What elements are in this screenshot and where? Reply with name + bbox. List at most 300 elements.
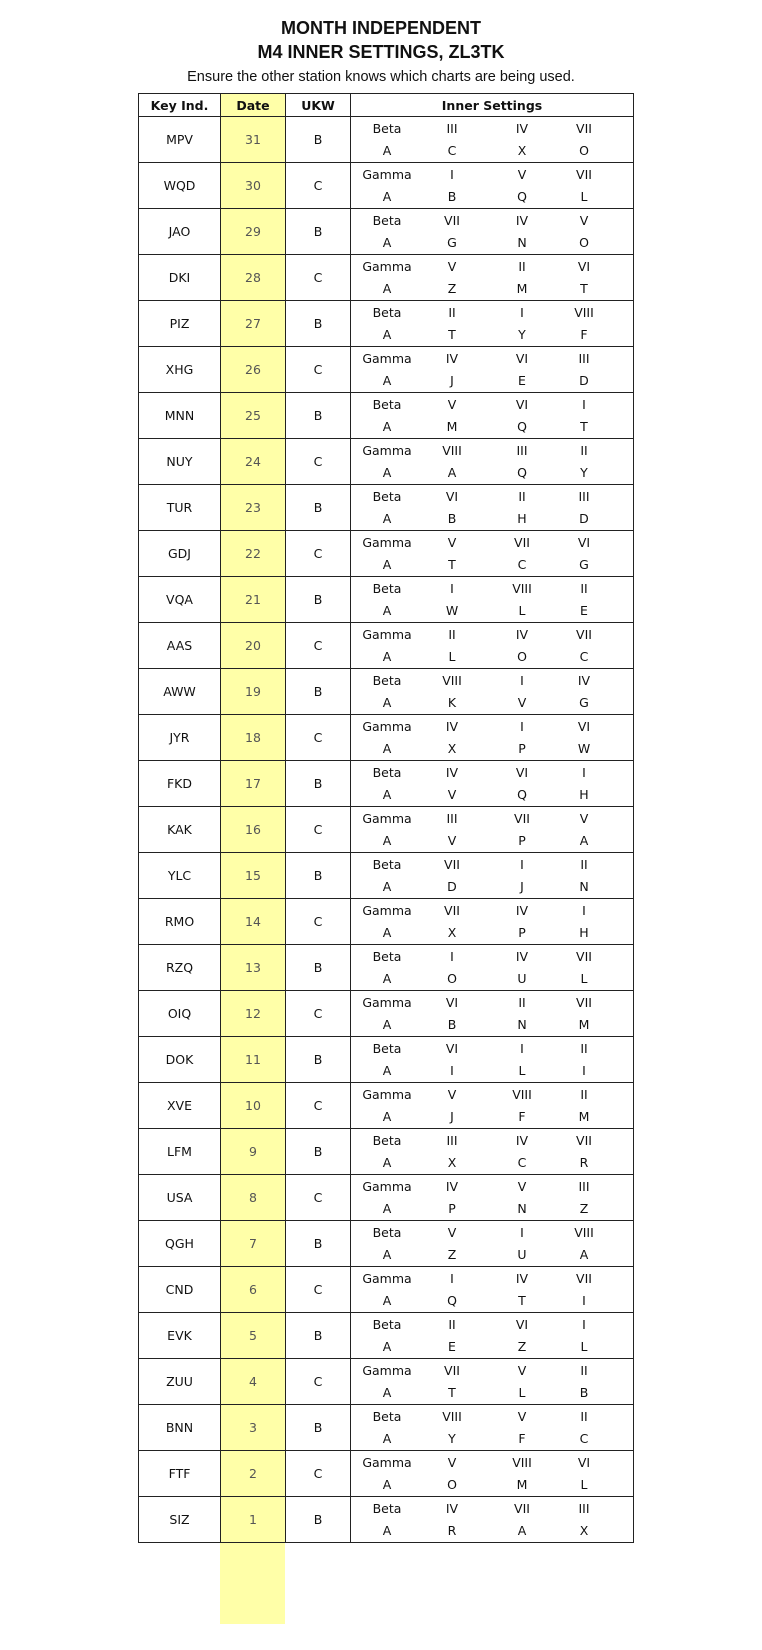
ring-setting-value: I — [450, 1062, 454, 1078]
rotor-setting-value: IV — [515, 120, 529, 136]
rotor-setting-value: Beta — [372, 580, 402, 596]
settings-sheet — [138, 93, 633, 1624]
rotor-setting-value: III — [446, 1132, 458, 1148]
date-cell: 13 — [221, 945, 286, 991]
ring-setting-value: A — [382, 1522, 392, 1538]
ring-setting-value: A — [382, 1062, 392, 1078]
key-indicator-cell: OIQ — [139, 991, 221, 1037]
table-row — [139, 1313, 634, 1359]
ring-setting-value: V — [447, 832, 457, 848]
rotor-setting-value: V — [517, 166, 527, 182]
rotor-setting-value: VI — [577, 534, 591, 550]
rotor-setting-value: II — [580, 1040, 588, 1056]
ring-setting-value: Q — [517, 418, 527, 434]
inner-settings-cell — [351, 761, 634, 807]
date-cell: 3 — [221, 1405, 286, 1451]
date-cell: 25 — [221, 393, 286, 439]
rotor-setting-value: I — [520, 672, 524, 688]
rotor-setting-value: VI — [577, 718, 591, 734]
table-row — [139, 899, 634, 945]
inner-settings-cell — [351, 1175, 634, 1221]
inner-settings-cell — [351, 623, 634, 669]
ring-setting-value: O — [579, 142, 589, 158]
ring-setting-value: A — [382, 1016, 392, 1032]
ring-setting-value: C — [517, 1154, 527, 1170]
rotor-setting-value: VIII — [574, 1224, 594, 1240]
inner-settings-grid — [351, 1130, 633, 1174]
rotor-setting-value: I — [520, 1040, 524, 1056]
key-indicator-cell: USA — [139, 1175, 221, 1221]
date-cell: 14 — [221, 899, 286, 945]
inner-settings-grid — [351, 256, 633, 300]
rotor-setting-value: Gamma — [362, 810, 412, 826]
ring-setting-value: A — [382, 1338, 392, 1354]
rotor-setting-value: I — [520, 856, 524, 872]
rotor-setting-value: VI — [577, 258, 591, 274]
rotor-setting-value: IV — [515, 1132, 529, 1148]
ring-setting-value: L — [580, 1476, 588, 1492]
ukw-cell: B — [286, 209, 351, 255]
rotor-setting-value: VII — [576, 120, 592, 136]
date-cell: 23 — [221, 485, 286, 531]
ring-setting-value: F — [518, 1430, 526, 1446]
ring-setting-value: T — [448, 1384, 456, 1400]
inner-settings-cell — [351, 209, 634, 255]
inner-settings-grid — [351, 946, 633, 990]
rotor-setting-value: II — [448, 626, 456, 642]
table-body — [139, 117, 634, 1543]
rotor-setting-value: II — [518, 258, 526, 274]
key-indicator-cell: GDJ — [139, 531, 221, 577]
inner-settings-grid — [351, 210, 633, 254]
ring-setting-value: T — [518, 1292, 526, 1308]
rotor-setting-value: I — [582, 764, 586, 780]
ring-setting-value: G — [579, 694, 589, 710]
rotor-setting-value: IV — [445, 718, 459, 734]
key-indicator-cell: XHG — [139, 347, 221, 393]
rotor-setting-value: II — [448, 1316, 456, 1332]
rotor-setting-value: V — [447, 1086, 457, 1102]
rotor-setting-value: I — [582, 1316, 586, 1332]
table-header-row — [139, 94, 634, 117]
rotor-setting-value: II — [580, 1362, 588, 1378]
inner-settings-grid — [351, 1314, 633, 1358]
rotor-setting-value: III — [446, 810, 458, 826]
ring-setting-value: K — [447, 694, 457, 710]
ring-setting-value: U — [517, 970, 527, 986]
ring-setting-value: A — [382, 142, 392, 158]
inner-settings-cell — [351, 393, 634, 439]
inner-settings-cell — [351, 1359, 634, 1405]
ring-setting-value: O — [447, 1476, 457, 1492]
table-row — [139, 255, 634, 301]
key-indicator-cell: QGH — [139, 1221, 221, 1267]
ring-setting-value: M — [446, 418, 458, 434]
ukw-cell: C — [286, 1267, 351, 1313]
key-indicator-cell: YLC — [139, 853, 221, 899]
date-cell: 22 — [221, 531, 286, 577]
rotor-setting-value: Gamma — [362, 626, 412, 642]
rotor-setting-value: VII — [444, 856, 460, 872]
inner-settings-grid — [351, 1222, 633, 1266]
date-cell: 16 — [221, 807, 286, 853]
inner-settings-grid — [351, 762, 633, 806]
ukw-cell: B — [286, 1313, 351, 1359]
rotor-setting-value: IV — [445, 764, 459, 780]
inner-settings-cell — [351, 577, 634, 623]
date-cell: 8 — [221, 1175, 286, 1221]
table-row — [139, 807, 634, 853]
ukw-cell: C — [286, 1175, 351, 1221]
settings-table — [138, 93, 634, 1543]
rotor-setting-value: V — [447, 396, 457, 412]
table-row — [139, 1497, 634, 1543]
table-row — [139, 715, 634, 761]
rotor-setting-value: VIII — [512, 1086, 532, 1102]
inner-settings-grid — [351, 1084, 633, 1128]
ukw-cell: B — [286, 669, 351, 715]
key-indicator-cell: AWW — [139, 669, 221, 715]
table-row — [139, 393, 634, 439]
rotor-setting-value: Beta — [372, 396, 402, 412]
ukw-cell: C — [286, 991, 351, 1037]
ring-setting-value: Q — [517, 464, 527, 480]
key-indicator-cell: RZQ — [139, 945, 221, 991]
table-row — [139, 485, 634, 531]
rotor-setting-value: Beta — [372, 764, 402, 780]
rotor-setting-value: I — [450, 948, 454, 964]
inner-settings-grid — [351, 578, 633, 622]
ukw-cell: C — [286, 1083, 351, 1129]
ring-setting-value: M — [516, 1476, 528, 1492]
rotor-setting-value: Beta — [372, 488, 402, 504]
ukw-cell: B — [286, 301, 351, 347]
ring-setting-value: A — [382, 1154, 392, 1170]
rotor-setting-value: V — [447, 534, 457, 550]
rotor-setting-value: VII — [444, 902, 460, 918]
ukw-cell: C — [286, 715, 351, 761]
inner-settings-cell — [351, 853, 634, 899]
rotor-setting-value: VII — [514, 1500, 530, 1516]
ring-setting-value: I — [582, 1062, 586, 1078]
rotor-setting-value: VIII — [442, 1408, 462, 1424]
inner-settings-grid — [351, 716, 633, 760]
ring-setting-value: C — [517, 556, 527, 572]
inner-settings-grid — [351, 1498, 633, 1542]
key-indicator-cell: AAS — [139, 623, 221, 669]
ukw-cell: C — [286, 1359, 351, 1405]
rotor-setting-value: I — [582, 396, 586, 412]
key-indicator-cell: JYR — [139, 715, 221, 761]
inner-settings-cell — [351, 715, 634, 761]
ring-setting-value: A — [382, 1246, 392, 1262]
table-row — [139, 1405, 634, 1451]
ring-setting-value: A — [382, 602, 392, 618]
date-cell: 7 — [221, 1221, 286, 1267]
inner-settings-grid — [351, 118, 633, 162]
ukw-cell: B — [286, 1037, 351, 1083]
key-indicator-cell: BNN — [139, 1405, 221, 1451]
table-row — [139, 577, 634, 623]
key-indicator-cell: ZUU — [139, 1359, 221, 1405]
ring-setting-value: A — [382, 1384, 392, 1400]
key-indicator-cell: CND — [139, 1267, 221, 1313]
rotor-setting-value: IV — [445, 1178, 459, 1194]
date-cell: 24 — [221, 439, 286, 485]
ring-setting-value: P — [448, 1200, 456, 1216]
column-header-date: Date — [221, 94, 286, 117]
column-header-ukw: UKW — [286, 94, 351, 117]
inner-settings-grid — [351, 1176, 633, 1220]
date-cell: 30 — [221, 163, 286, 209]
rotor-setting-value: Beta — [372, 1408, 402, 1424]
rotor-setting-value: Gamma — [362, 1270, 412, 1286]
rotor-setting-value: V — [517, 1362, 527, 1378]
rotor-setting-value: VII — [576, 1270, 592, 1286]
date-cell: 9 — [221, 1129, 286, 1175]
rotor-setting-value: Gamma — [362, 534, 412, 550]
rotor-setting-value: III — [578, 488, 590, 504]
ring-setting-value: A — [382, 1430, 392, 1446]
rotor-setting-value: Gamma — [362, 994, 412, 1010]
date-cell: 18 — [221, 715, 286, 761]
inner-settings-cell — [351, 301, 634, 347]
table-row — [139, 347, 634, 393]
ukw-cell: C — [286, 623, 351, 669]
ring-setting-value: O — [447, 970, 457, 986]
ring-setting-value: Z — [447, 280, 457, 296]
rotor-setting-value: III — [578, 1178, 590, 1194]
rotor-setting-value: I — [582, 902, 586, 918]
rotor-setting-value: Beta — [372, 1132, 402, 1148]
ring-setting-value: A — [382, 648, 392, 664]
rotor-setting-value: I — [520, 718, 524, 734]
ring-setting-value: C — [579, 648, 589, 664]
inner-settings-grid — [351, 1406, 633, 1450]
table-row — [139, 623, 634, 669]
ring-setting-value: J — [520, 878, 524, 894]
ring-setting-value: H — [579, 786, 589, 802]
key-indicator-cell: VQA — [139, 577, 221, 623]
ring-setting-value: A — [382, 740, 392, 756]
ring-setting-value: Z — [517, 1338, 527, 1354]
rotor-setting-value: VIII — [574, 304, 594, 320]
ring-setting-value: Q — [517, 188, 527, 204]
ring-setting-value: O — [579, 234, 589, 250]
ring-setting-value: C — [579, 1430, 589, 1446]
table-row — [139, 209, 634, 255]
ring-setting-value: A — [382, 464, 392, 480]
date-cell: 6 — [221, 1267, 286, 1313]
ring-setting-value: F — [518, 1108, 526, 1124]
usage-note: Ensure the other station knows which charts are being used. — [187, 69, 575, 85]
rotor-setting-value: VI — [515, 396, 529, 412]
rotor-setting-value: Gamma — [362, 350, 412, 366]
ukw-cell: C — [286, 255, 351, 301]
key-indicator-cell: LFM — [139, 1129, 221, 1175]
rotor-setting-value: III — [516, 442, 528, 458]
inner-settings-cell — [351, 807, 634, 853]
inner-settings-cell — [351, 1313, 634, 1359]
key-indicator-cell: DKI — [139, 255, 221, 301]
table-row — [139, 1451, 634, 1497]
inner-settings-cell — [351, 117, 634, 163]
key-indicator-cell: MNN — [139, 393, 221, 439]
ring-setting-value: D — [579, 372, 589, 388]
date-cell: 27 — [221, 301, 286, 347]
table-row — [139, 1221, 634, 1267]
ring-setting-value: A — [382, 326, 392, 342]
ring-setting-value: A — [382, 1200, 392, 1216]
inner-settings-cell — [351, 531, 634, 577]
rotor-setting-value: VI — [445, 488, 459, 504]
ring-setting-value: A — [382, 234, 392, 250]
date-cell: 26 — [221, 347, 286, 393]
rotor-setting-value: Beta — [372, 856, 402, 872]
ukw-cell: C — [286, 1451, 351, 1497]
ring-setting-value: J — [450, 1108, 454, 1124]
ring-setting-value: A — [382, 1108, 392, 1124]
rotor-setting-value: II — [580, 580, 588, 596]
ring-setting-value: A — [382, 510, 392, 526]
page-title: MONTH INDEPENDENT — [280, 18, 481, 38]
rotor-setting-value: Gamma — [362, 718, 412, 734]
key-indicator-cell: TUR — [139, 485, 221, 531]
rotor-setting-value: VII — [576, 1132, 592, 1148]
inner-settings-grid — [351, 1452, 633, 1496]
inner-settings-grid — [351, 532, 633, 576]
inner-settings-grid — [351, 1360, 633, 1404]
date-cell: 4 — [221, 1359, 286, 1405]
table-row — [139, 1175, 634, 1221]
table-row — [139, 761, 634, 807]
ring-setting-value: A — [517, 1522, 527, 1538]
rotor-setting-value: Beta — [372, 120, 402, 136]
inner-settings-cell — [351, 1497, 634, 1543]
table-row — [139, 1129, 634, 1175]
table-row — [139, 1359, 634, 1405]
rotor-setting-value: Gamma — [362, 166, 412, 182]
rotor-setting-value: VII — [514, 534, 530, 550]
column-header-inner-settings: Inner Settings — [351, 94, 634, 117]
table-row — [139, 853, 634, 899]
rotor-setting-value: Gamma — [362, 902, 412, 918]
rotor-setting-value: V — [579, 810, 589, 826]
column-header-key: Key Ind. — [139, 94, 221, 117]
rotor-setting-value: II — [580, 1408, 588, 1424]
ring-setting-value: A — [382, 188, 392, 204]
ukw-cell: C — [286, 899, 351, 945]
rotor-setting-value: V — [517, 1178, 527, 1194]
ring-setting-value: L — [518, 602, 526, 618]
ring-setting-value: T — [448, 326, 456, 342]
ukw-cell: B — [286, 853, 351, 899]
rotor-setting-value: IV — [515, 1270, 529, 1286]
rotor-setting-value: VII — [576, 994, 592, 1010]
ring-setting-value: I — [582, 1292, 586, 1308]
key-indicator-cell: WQD — [139, 163, 221, 209]
ring-setting-value: U — [517, 1246, 527, 1262]
rotor-setting-value: IV — [515, 626, 529, 642]
table-row — [139, 439, 634, 485]
ring-setting-value: X — [447, 740, 457, 756]
rotor-setting-value: VII — [576, 948, 592, 964]
rotor-setting-value: Gamma — [362, 1178, 412, 1194]
ring-setting-value: L — [580, 188, 588, 204]
rotor-setting-value: V — [447, 258, 457, 274]
ring-setting-value: Q — [447, 1292, 457, 1308]
ring-setting-value: L — [448, 648, 456, 664]
inner-settings-grid — [351, 670, 633, 714]
rotor-setting-value: V — [447, 1454, 457, 1470]
inner-settings-grid — [351, 808, 633, 852]
key-indicator-cell: XVE — [139, 1083, 221, 1129]
inner-settings-cell — [351, 347, 634, 393]
date-cell: 19 — [221, 669, 286, 715]
rotor-setting-value: Beta — [372, 304, 402, 320]
ring-setting-value: A — [579, 832, 589, 848]
ukw-cell: C — [286, 439, 351, 485]
rotor-setting-value: I — [450, 166, 454, 182]
ring-setting-value: X — [517, 142, 527, 158]
date-cell: 28 — [221, 255, 286, 301]
inner-settings-cell — [351, 899, 634, 945]
table-row — [139, 669, 634, 715]
table-row — [139, 945, 634, 991]
rotor-setting-value: IV — [515, 948, 529, 964]
ring-setting-value: A — [382, 970, 392, 986]
inner-settings-cell — [351, 1221, 634, 1267]
ring-setting-value: D — [447, 878, 457, 894]
ring-setting-value: B — [447, 188, 457, 204]
inner-settings-cell — [351, 1451, 634, 1497]
date-cell: 29 — [221, 209, 286, 255]
ring-setting-value: A — [579, 1246, 589, 1262]
table-row — [139, 1083, 634, 1129]
inner-settings-grid — [351, 302, 633, 346]
rotor-setting-value: VII — [444, 1362, 460, 1378]
key-indicator-cell: FKD — [139, 761, 221, 807]
rotor-setting-value: Beta — [372, 212, 402, 228]
table-row — [139, 1037, 634, 1083]
ring-setting-value: X — [447, 924, 457, 940]
date-cell: 1 — [221, 1497, 286, 1543]
ring-setting-value: N — [517, 1016, 527, 1032]
ring-setting-value: B — [447, 510, 457, 526]
inner-settings-cell — [351, 669, 634, 715]
table-row — [139, 163, 634, 209]
rotor-setting-value: VII — [444, 212, 460, 228]
ukw-cell: C — [286, 347, 351, 393]
ring-setting-value: A — [382, 418, 392, 434]
ring-setting-value: L — [580, 970, 588, 986]
rotor-setting-value: IV — [577, 672, 591, 688]
rotor-setting-value: VII — [576, 166, 592, 182]
key-indicator-cell: PIZ — [139, 301, 221, 347]
rotor-setting-value: Gamma — [362, 258, 412, 274]
ring-setting-value: W — [577, 740, 591, 756]
date-cell: 15 — [221, 853, 286, 899]
key-indicator-cell: KAK — [139, 807, 221, 853]
inner-settings-grid — [351, 992, 633, 1036]
ring-setting-value: B — [579, 1384, 589, 1400]
rotor-setting-value: VIII — [512, 580, 532, 596]
inner-settings-grid — [351, 486, 633, 530]
table-row — [139, 301, 634, 347]
rotor-setting-value: VII — [576, 626, 592, 642]
rotor-setting-value: VI — [577, 1454, 591, 1470]
ukw-cell: B — [286, 1129, 351, 1175]
